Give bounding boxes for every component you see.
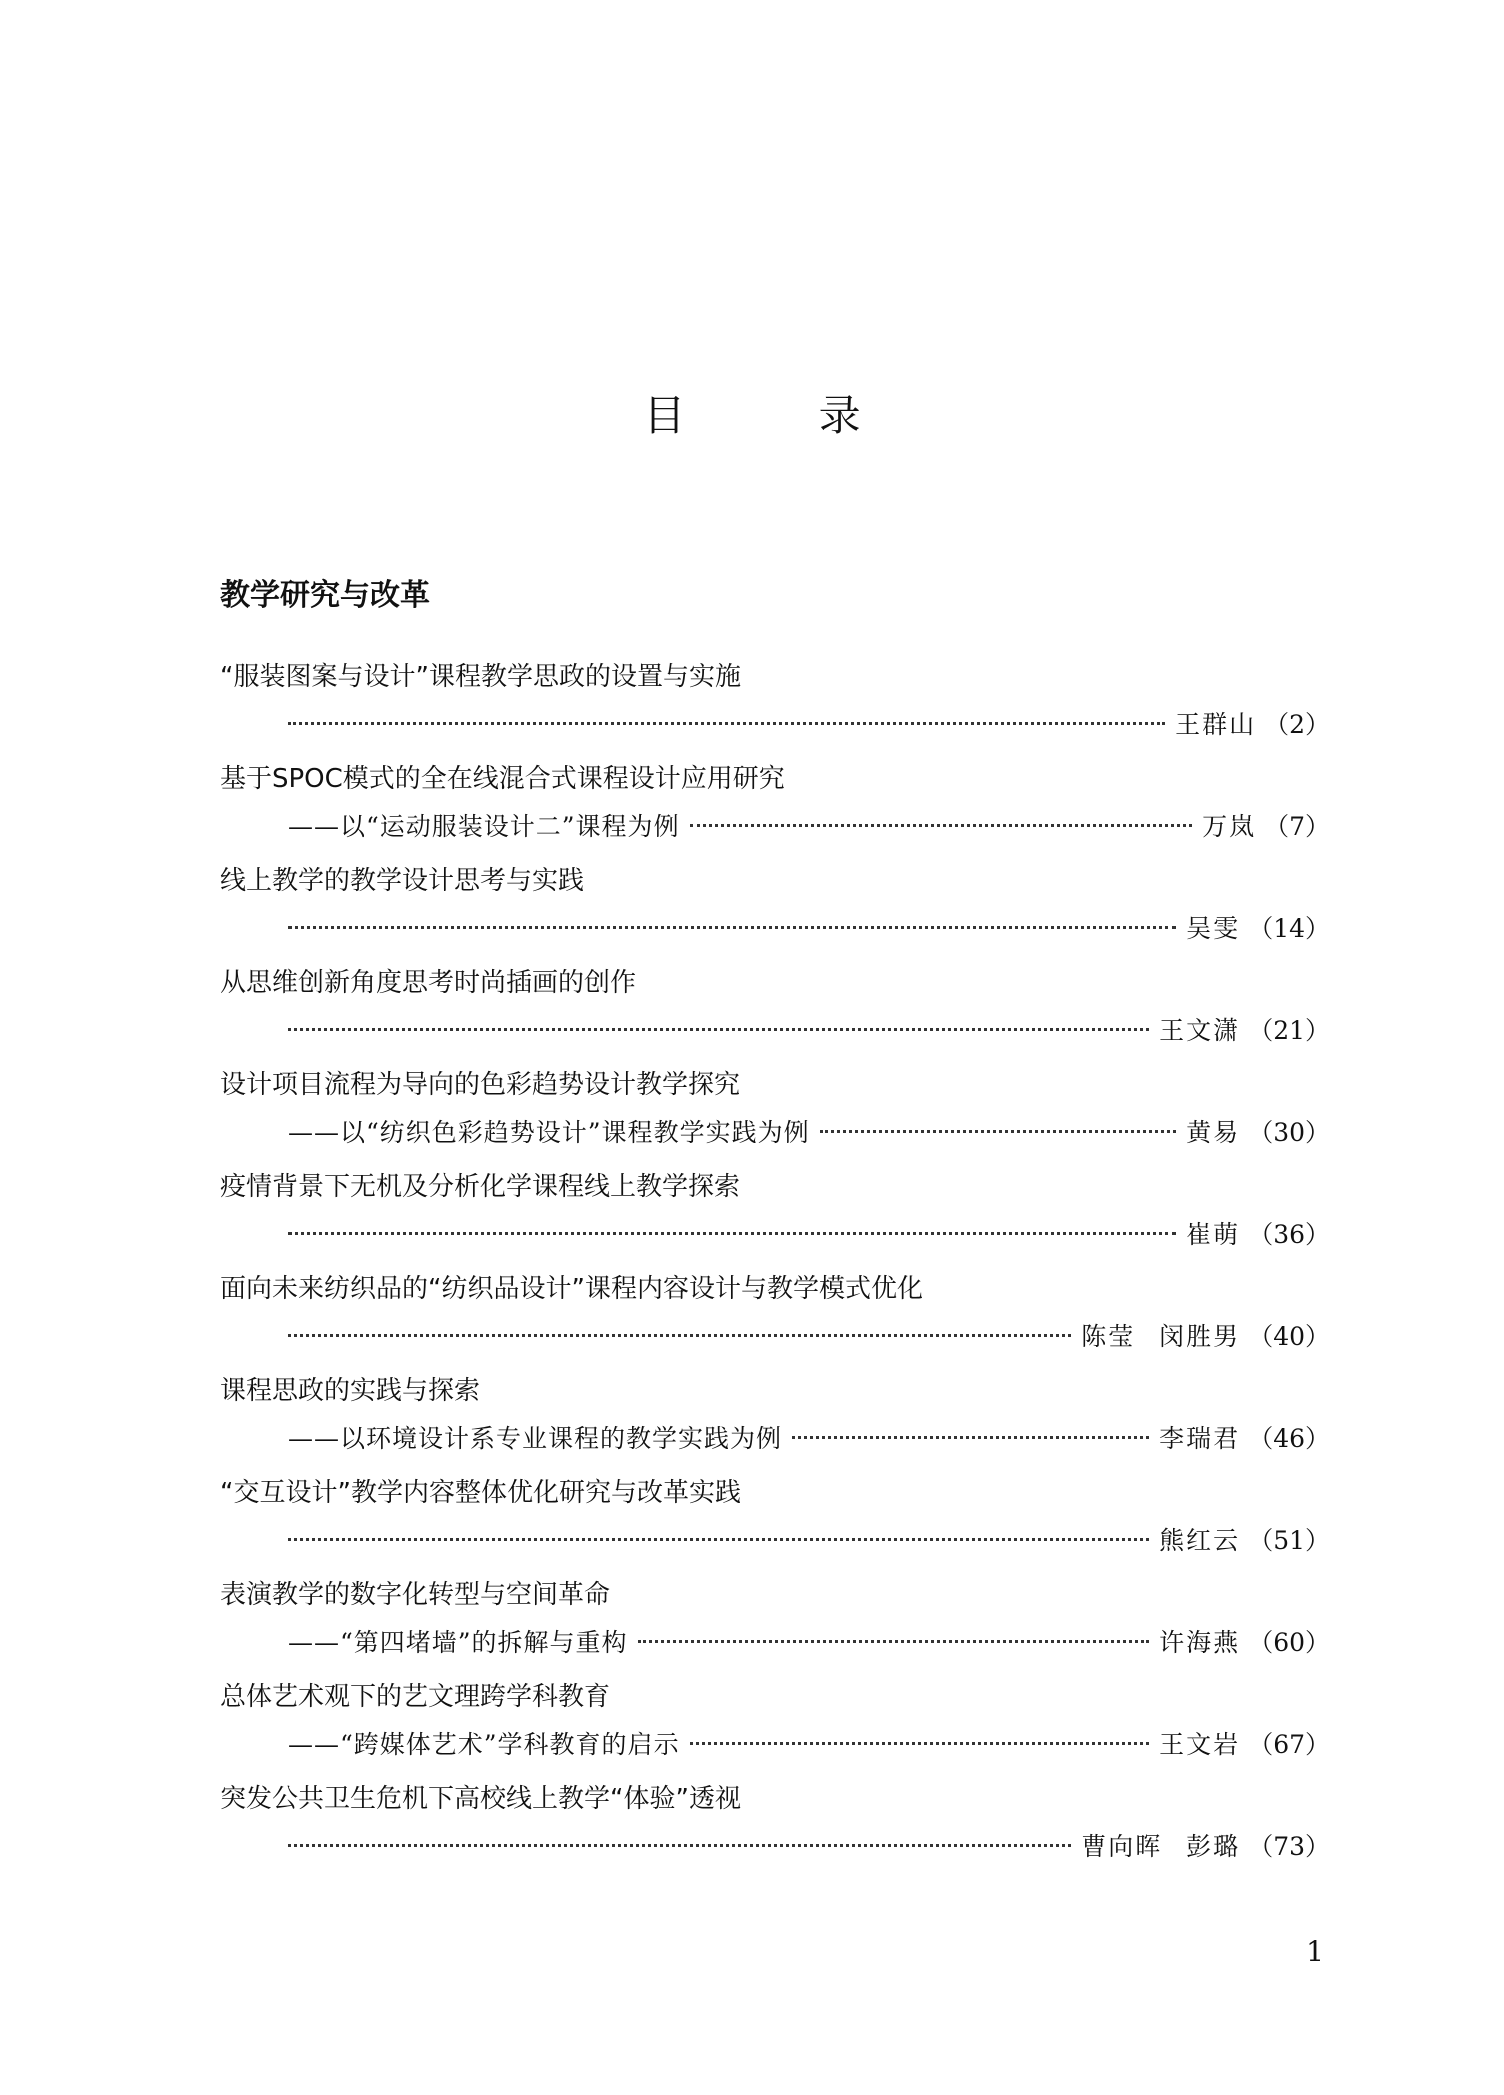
toc-entry-page: （14） — [1248, 914, 1330, 943]
toc-entry-author: 王文潇 — [1159, 1016, 1241, 1045]
page-title: 目 录 — [643, 391, 921, 440]
dot-leader — [288, 1232, 1176, 1235]
toc-entry[interactable] — [220, 1578, 1330, 1680]
toc-entry-subtitle: ——以“运动服装设计二”课程为例 — [288, 812, 680, 841]
toc-entry-author: 吴雯 — [1186, 914, 1241, 943]
toc-entry-line — [288, 1422, 1330, 1456]
toc-entry-subtitle: ——“第四堵墙”的拆解与重构 — [288, 1628, 628, 1657]
dot-leader — [638, 1640, 1150, 1643]
toc-entry-line — [288, 708, 1330, 742]
toc-entry-line — [288, 1830, 1330, 1864]
toc-entry-author: 黄易 — [1186, 1118, 1241, 1147]
toc-entry[interactable] — [220, 1476, 1330, 1578]
dot-leader — [690, 824, 1193, 827]
toc-entry-author: 许海燕 — [1159, 1628, 1241, 1657]
toc-entry-author: 熊红云 — [1159, 1526, 1241, 1555]
toc-entry-subtitle: ——“跨媒体艺术”学科教育的启示 — [288, 1730, 680, 1759]
toc-entry-title: 表演教学的数字化转型与空间革命 — [220, 1580, 611, 1610]
toc-entry-title: 从思维创新角度思考时尚插画的创作 — [220, 968, 637, 998]
toc-entry-page: （40） — [1248, 1322, 1330, 1351]
toc-entry-title: 突发公共卫生危机下高校线上教学“体验”透视 — [220, 1784, 741, 1814]
toc-entry-page: （2） — [1264, 710, 1330, 739]
toc-entry-page: （7） — [1264, 812, 1330, 841]
toc-entry-title: “交互设计”教学内容整体优化研究与改革实践 — [220, 1478, 741, 1508]
toc-entry-title: 线上教学的教学设计思考与实践 — [220, 866, 585, 896]
toc-entry-line — [288, 1626, 1330, 1660]
dot-leader — [820, 1130, 1177, 1133]
toc-entry[interactable] — [220, 1782, 1330, 1884]
toc-entry-line — [288, 1014, 1330, 1048]
dot-leader — [288, 722, 1165, 725]
dot-leader — [690, 1742, 1150, 1745]
toc-entry-author: 王群山 — [1175, 710, 1257, 739]
toc-entry-line — [288, 1218, 1330, 1252]
toc-entry-author: 万岚 — [1202, 812, 1257, 841]
toc-entry-page: （30） — [1248, 1118, 1330, 1147]
toc-entry[interactable] — [220, 660, 1330, 762]
toc-entry-author: 王文岩 — [1159, 1730, 1241, 1759]
toc-entry-page: （67） — [1248, 1730, 1330, 1759]
dot-leader — [792, 1436, 1149, 1439]
toc-entry-title: 面向未来纺织品的“纺织品设计”课程内容设计与教学模式优化 — [220, 1274, 923, 1304]
toc-entry-page: （51） — [1248, 1526, 1330, 1555]
toc-entry-page: （36） — [1248, 1220, 1330, 1249]
toc-entry-page: （73） — [1248, 1832, 1330, 1861]
toc-entry-title: 疫情背景下无机及分析化学课程线上教学探索 — [220, 1172, 741, 1202]
toc-entry-author: 陈莹 闵胜男 — [1081, 1322, 1241, 1351]
toc-entry-line — [288, 1728, 1330, 1762]
toc-entry-page: （46） — [1248, 1424, 1330, 1453]
toc-entry-title: 基于SPOC模式的全在线混合式课程设计应用研究 — [220, 764, 785, 794]
toc-entry-subtitle: ——以环境设计系专业课程的教学实践为例 — [288, 1424, 783, 1453]
toc-entry-author: 李瑞君 — [1159, 1424, 1241, 1453]
dot-leader — [288, 1334, 1071, 1337]
toc-entry-page: （21） — [1248, 1016, 1330, 1045]
toc-entry[interactable] — [220, 1680, 1330, 1782]
dot-leader — [288, 1028, 1149, 1031]
toc-entry-line — [288, 810, 1330, 844]
section-heading: 教学研究与改革 — [220, 578, 430, 613]
toc-entry[interactable] — [220, 1272, 1330, 1374]
toc-entry[interactable] — [220, 762, 1330, 864]
toc-entry-line — [288, 1116, 1330, 1150]
toc-entry[interactable] — [220, 864, 1330, 966]
toc-entry-line — [288, 1524, 1330, 1558]
dot-leader — [288, 926, 1176, 929]
toc-entry-author: 崔萌 — [1186, 1220, 1241, 1249]
dot-leader — [288, 1844, 1071, 1847]
toc-entry[interactable] — [220, 966, 1330, 1068]
toc-entry-title: “服装图案与设计”课程教学思政的设置与实施 — [220, 662, 741, 692]
toc-entry-line — [288, 1320, 1330, 1354]
toc-entry[interactable] — [220, 1374, 1330, 1476]
table-of-contents — [220, 660, 1330, 1884]
toc-entry[interactable] — [220, 1068, 1330, 1170]
toc-entry-line — [288, 912, 1330, 946]
page-number: 1 — [1306, 1935, 1324, 1968]
toc-entry[interactable] — [220, 1170, 1330, 1272]
toc-entry-subtitle: ——以“纺织色彩趋势设计”课程教学实践为例 — [288, 1118, 810, 1147]
toc-entry-title: 总体艺术观下的艺文理跨学科教育 — [220, 1682, 611, 1712]
toc-entry-title: 设计项目流程为导向的色彩趋势设计教学探究 — [220, 1070, 741, 1100]
dot-leader — [288, 1538, 1149, 1541]
toc-entry-page: （60） — [1248, 1628, 1330, 1657]
toc-entry-author: 曹向晖 彭璐 — [1081, 1832, 1241, 1861]
toc-entry-title: 课程思政的实践与探索 — [220, 1376, 481, 1406]
